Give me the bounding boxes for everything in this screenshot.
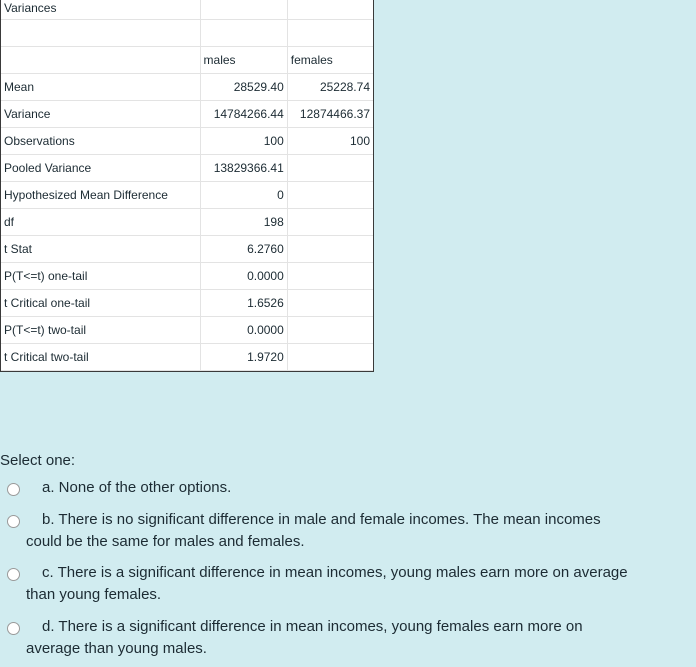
row-label: df <box>1 209 200 236</box>
option-b-radio[interactable] <box>7 515 20 528</box>
row-label: Hypothesized Mean Difference <box>1 182 200 209</box>
option-b-text-line1[interactable]: b. There is no significant difference in male and female incomes. The mean incomes <box>42 511 601 528</box>
table-row <box>1 155 373 182</box>
option-a-text[interactable]: a. None of the other options. <box>42 479 232 496</box>
variances-table <box>1 0 373 371</box>
option-a-radio[interactable] <box>7 483 20 496</box>
table-row <box>1 317 373 344</box>
row-males: 14784266.44 <box>200 101 287 128</box>
header-females: females <box>287 47 373 74</box>
row-label: t Stat <box>1 236 200 263</box>
row-females <box>287 290 373 317</box>
row-label: P(T<=t) one-tail <box>1 263 200 290</box>
option-c-text-line1[interactable]: c. There is a significant difference in mean incomes, young males earn more on average <box>42 564 628 581</box>
header-empty <box>1 47 200 74</box>
row-label: Observations <box>1 128 200 155</box>
table-row <box>1 182 373 209</box>
option-d-radio[interactable] <box>7 622 20 635</box>
table-row <box>1 209 373 236</box>
table-row <box>1 236 373 263</box>
row-males: 0.0000 <box>200 263 287 290</box>
row-females <box>287 182 373 209</box>
header-males: males <box>200 47 287 74</box>
table-title-row <box>1 0 373 20</box>
table-row <box>1 101 373 128</box>
row-females <box>287 344 373 371</box>
row-label: Variance <box>1 101 200 128</box>
row-males: 100 <box>200 128 287 155</box>
option-b-text-line2[interactable]: could be the same for males and females. <box>26 533 305 550</box>
variances-table-panel <box>0 0 374 372</box>
row-females: 100 <box>287 128 373 155</box>
row-males: 6.2760 <box>200 236 287 263</box>
table-row <box>1 263 373 290</box>
option-d-text-line2[interactable]: average than young males. <box>26 640 207 657</box>
row-males: 198 <box>200 209 287 236</box>
table-header-row <box>1 47 373 74</box>
table-row <box>1 74 373 101</box>
option-c-radio[interactable] <box>7 568 20 581</box>
row-females <box>287 155 373 182</box>
row-females <box>287 317 373 344</box>
row-males: 1.6526 <box>200 290 287 317</box>
table-row <box>1 344 373 371</box>
option-c-text-line2[interactable]: than young females. <box>26 586 162 603</box>
row-males: 13829366.41 <box>200 155 287 182</box>
select-one-prompt: Select one: <box>0 452 76 469</box>
table-row <box>1 290 373 317</box>
table-blank-row <box>1 20 373 47</box>
row-females <box>287 209 373 236</box>
row-males: 28529.40 <box>200 74 287 101</box>
row-label: P(T<=t) two-tail <box>1 317 200 344</box>
row-males: 0 <box>200 182 287 209</box>
row-females: 12874466.37 <box>287 101 373 128</box>
row-label: t Critical one-tail <box>1 290 200 317</box>
row-label: Pooled Variance <box>1 155 200 182</box>
row-females <box>287 236 373 263</box>
row-label: t Critical two-tail <box>1 344 200 371</box>
row-label: Mean <box>1 74 200 101</box>
table-row <box>1 128 373 155</box>
row-females <box>287 263 373 290</box>
row-females: 25228.74 <box>287 74 373 101</box>
option-d-text-line1[interactable]: d. There is a significant difference in mean incomes, young females earn more on <box>42 618 583 635</box>
row-males: 0.0000 <box>200 317 287 344</box>
table-title: Variances <box>1 0 200 20</box>
row-males: 1.9720 <box>200 344 287 371</box>
